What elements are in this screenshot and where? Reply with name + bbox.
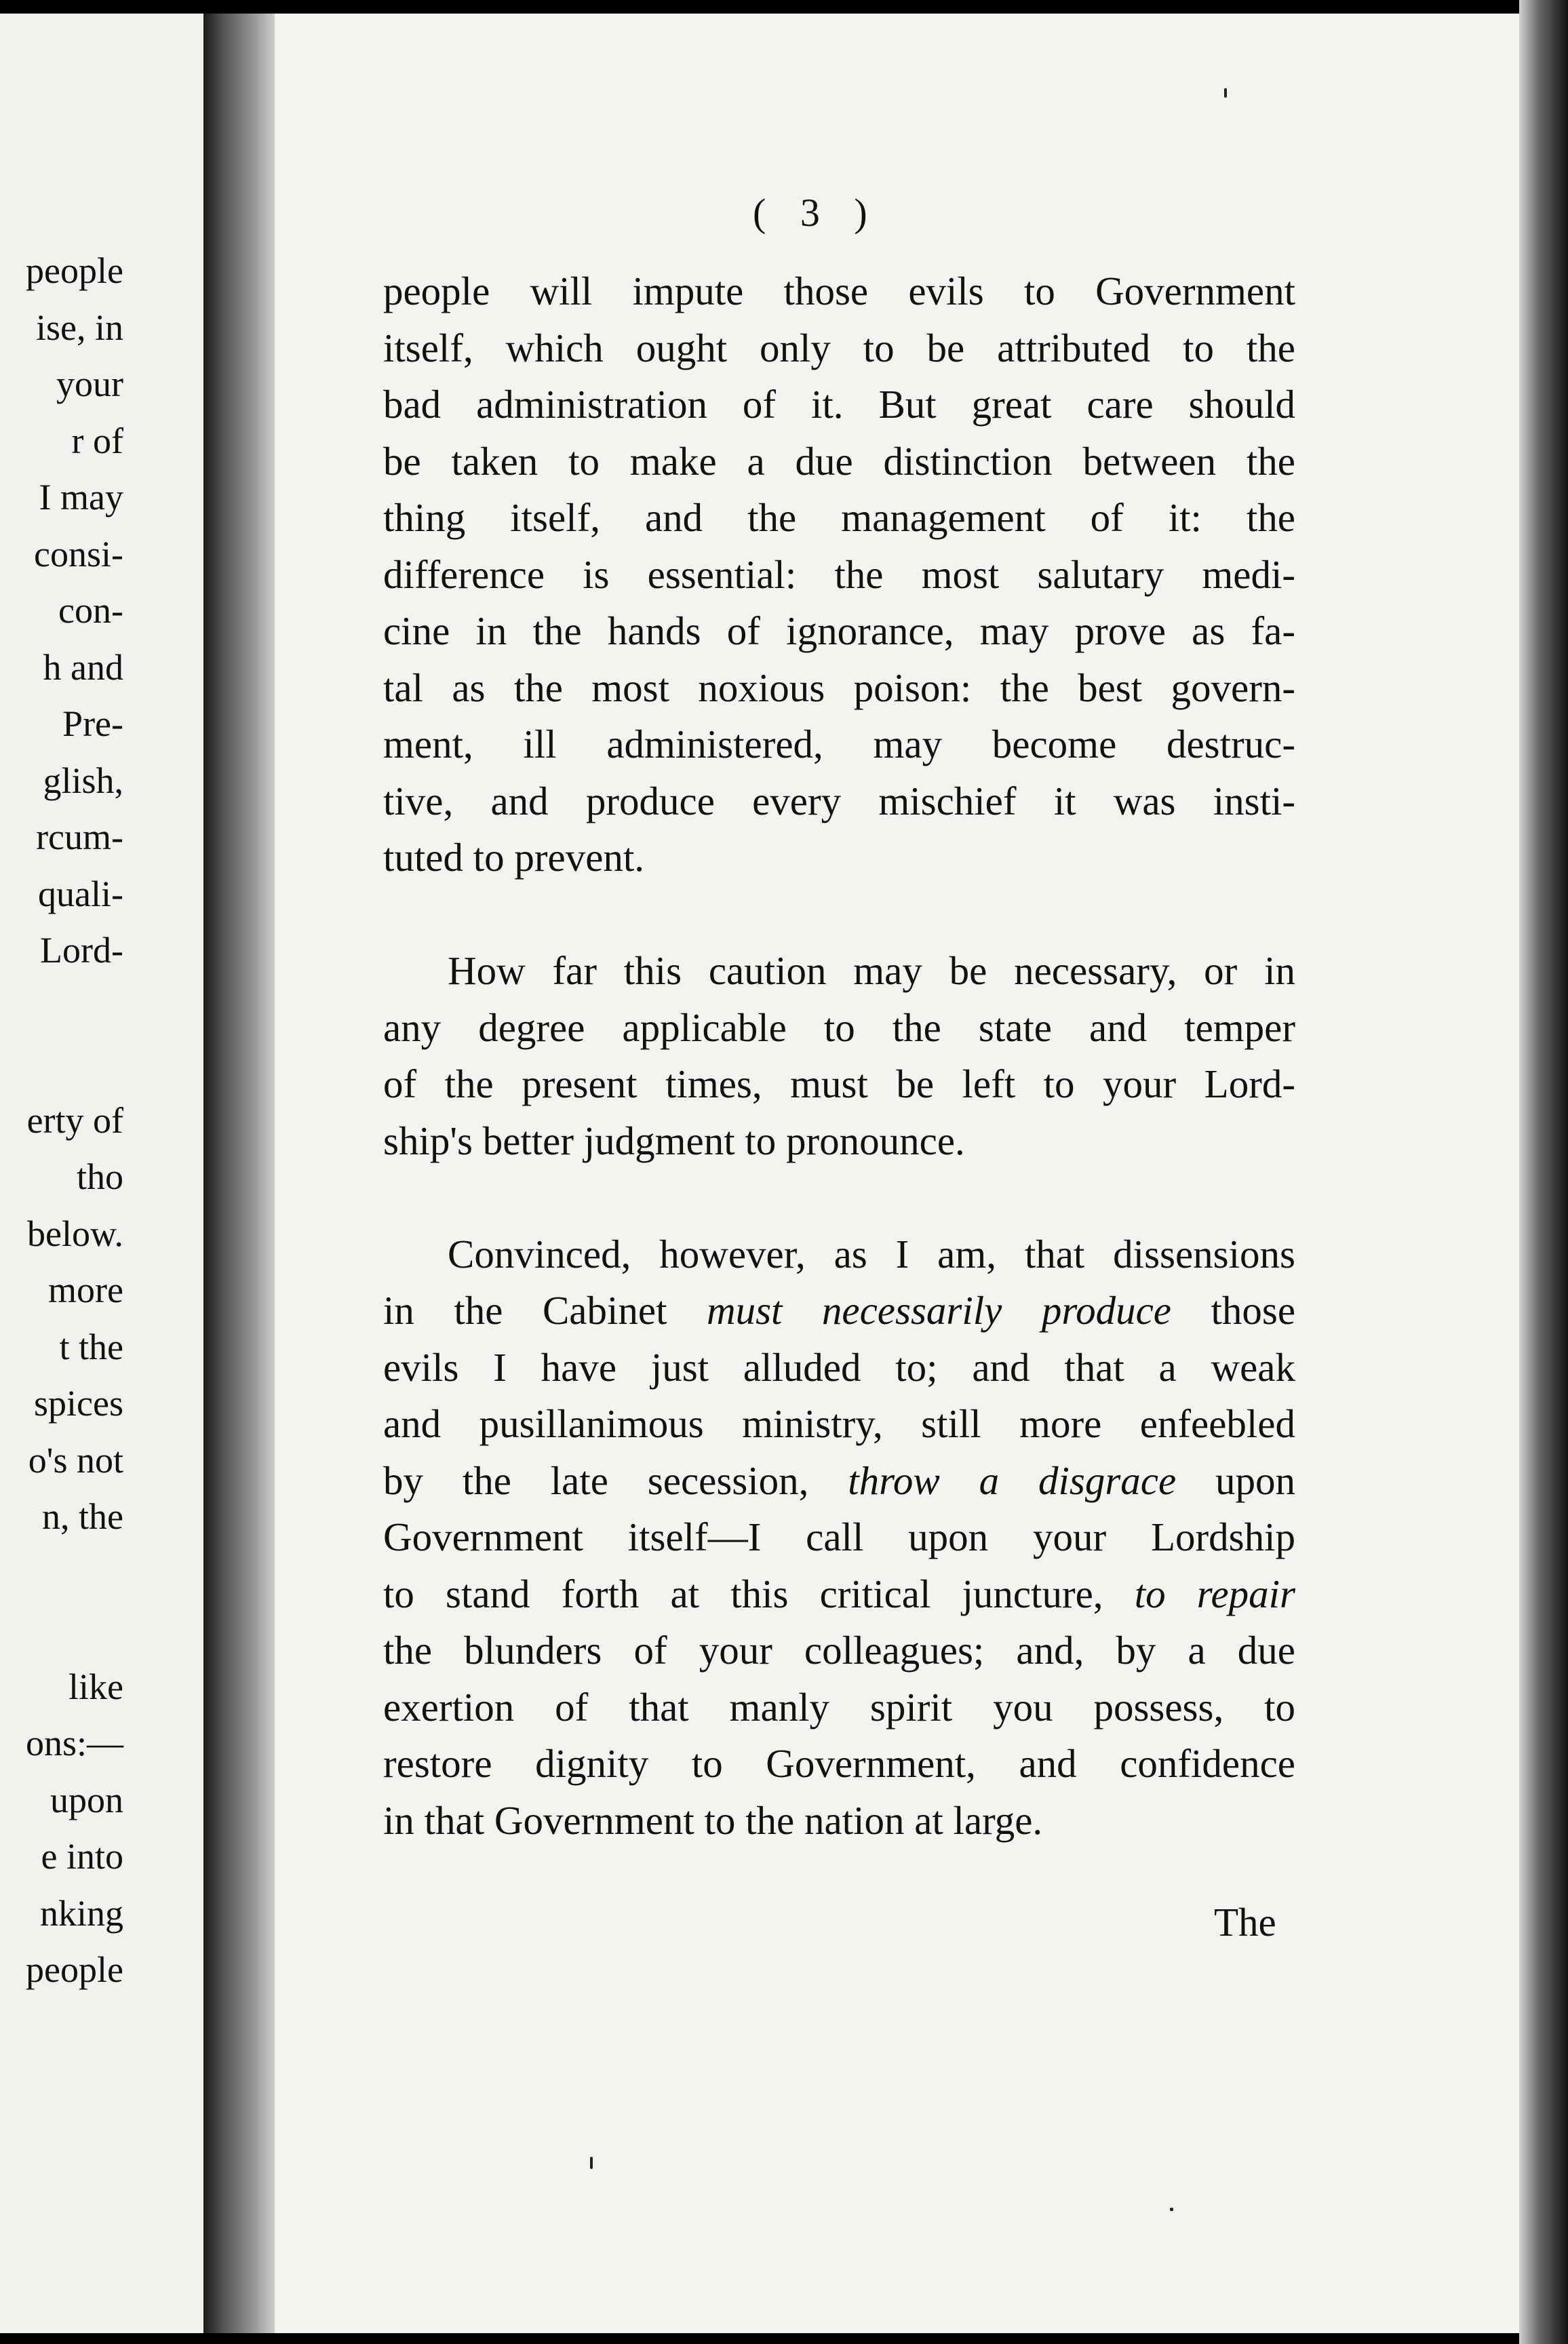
text-run: in the Cabinet — [383, 1288, 667, 1333]
page-edge-shadow — [1519, 0, 1568, 2344]
left-line: r of — [71, 420, 123, 461]
text-line: people will impute those evils to Government — [383, 269, 1295, 313]
paragraph-gap — [383, 886, 1295, 943]
text-line: evils I have just alluded to; and that a weak — [383, 1344, 1295, 1390]
text-run: upon — [1215, 1458, 1296, 1503]
text-line: tuted to prevent. — [383, 835, 645, 880]
left-line: your — [56, 364, 123, 404]
left-line: con- — [58, 590, 123, 631]
paragraph-gap — [383, 1169, 1295, 1226]
left-line — [0, 1602, 123, 1659]
text-line: How far this caution may be necessary, or in — [448, 948, 1295, 993]
text-line — [383, 1283, 1295, 1340]
book-gutter-shadow — [203, 14, 285, 2333]
text-line: tal as the most noxious poison: the best govern- — [383, 665, 1295, 710]
italic-phrase: must necessarily produce — [706, 1288, 1171, 1333]
left-line: ise, in — [36, 307, 123, 348]
text-line — [383, 1453, 1295, 1510]
left-line: spices — [34, 1383, 123, 1424]
left-line: ons:— — [25, 1723, 123, 1763]
left-line: Pre- — [62, 703, 123, 744]
left-line: t the — [59, 1326, 123, 1367]
text-run: those — [1211, 1288, 1296, 1333]
catchword: The — [1214, 1900, 1276, 1945]
text-line: itself, which ought only to be attributed to the — [383, 325, 1295, 370]
italic-phrase: throw a disgrace — [848, 1458, 1177, 1503]
text-line — [383, 1566, 1295, 1623]
text-line: in that Government to the nation at large. — [383, 1797, 1043, 1843]
left-line — [0, 1546, 123, 1603]
text-line: difference is essential: the most salutary medi- — [383, 551, 1295, 597]
text-line: Convinced, however, as I am, that dissensions — [448, 1231, 1295, 1276]
text-line: ship's better judgment to pronounce. — [383, 1118, 965, 1163]
text-line: ment, ill administered, may become destruc- — [383, 722, 1295, 766]
left-line: people — [26, 250, 123, 291]
text-line: thing itself, and the management of it: the — [383, 495, 1295, 540]
italic-phrase: to repair — [1134, 1571, 1296, 1616]
text-run: to stand forth at this critical juncture, — [383, 1571, 1103, 1616]
left-facing-page — [0, 14, 203, 2333]
left-page-text — [0, 243, 123, 1999]
left-line: rcum- — [36, 817, 123, 857]
left-line: quali- — [38, 873, 123, 914]
text-line: bad administration of it. But great care should — [383, 382, 1295, 427]
left-line: e into — [41, 1836, 123, 1877]
ink-speck — [1170, 2208, 1173, 2211]
left-line: upon — [50, 1779, 123, 1820]
text-line: the blunders of your colleagues; and, by a due — [383, 1628, 1295, 1673]
left-line: like — [68, 1666, 123, 1707]
left-line: erty of — [26, 1099, 123, 1141]
ink-speck — [1224, 88, 1227, 98]
paragraph — [383, 263, 1295, 886]
page-number: ( 3 ) — [753, 191, 880, 235]
text-line: cine in the hands of ignorance, may prove as fa- — [383, 608, 1295, 653]
left-line: h and — [43, 646, 123, 688]
text-line: be taken to make a due distinction between the — [383, 438, 1295, 484]
left-line: glish, — [43, 760, 123, 801]
left-line: I may — [39, 477, 123, 517]
left-line: n, the — [42, 1496, 123, 1537]
left-line: people — [26, 1949, 123, 1990]
left-line: Lord- — [40, 930, 123, 971]
left-line: nking — [39, 1892, 123, 1934]
left-line — [0, 1036, 123, 1093]
text-line: exertion of that manly spirit you possess, to — [383, 1684, 1295, 1730]
text-line: restore dignity to Government, and confidence — [383, 1741, 1295, 1786]
paragraph — [383, 1226, 1295, 1850]
text-line: any degree applicable to the state and temper — [383, 1004, 1295, 1050]
ink-speck — [590, 2157, 593, 2169]
text-line: tive, and produce every mischief it was insti- — [383, 778, 1295, 823]
page-body — [383, 263, 1295, 1849]
paragraph — [383, 943, 1295, 1169]
text-line: of the present times, must be left to your Lord- — [383, 1061, 1295, 1106]
left-line: consi- — [34, 533, 123, 574]
left-line: o's not — [28, 1439, 123, 1481]
text-run: by the late secession, — [383, 1458, 809, 1503]
text-line: and pusillanimous ministry, still more enfeebled — [383, 1401, 1295, 1446]
left-line — [0, 979, 123, 1036]
text-line: Government itself—I call upon your Lordship — [383, 1515, 1295, 1559]
left-line: tho — [76, 1156, 123, 1197]
left-line: below. — [27, 1213, 123, 1254]
left-line: more — [48, 1270, 123, 1310]
